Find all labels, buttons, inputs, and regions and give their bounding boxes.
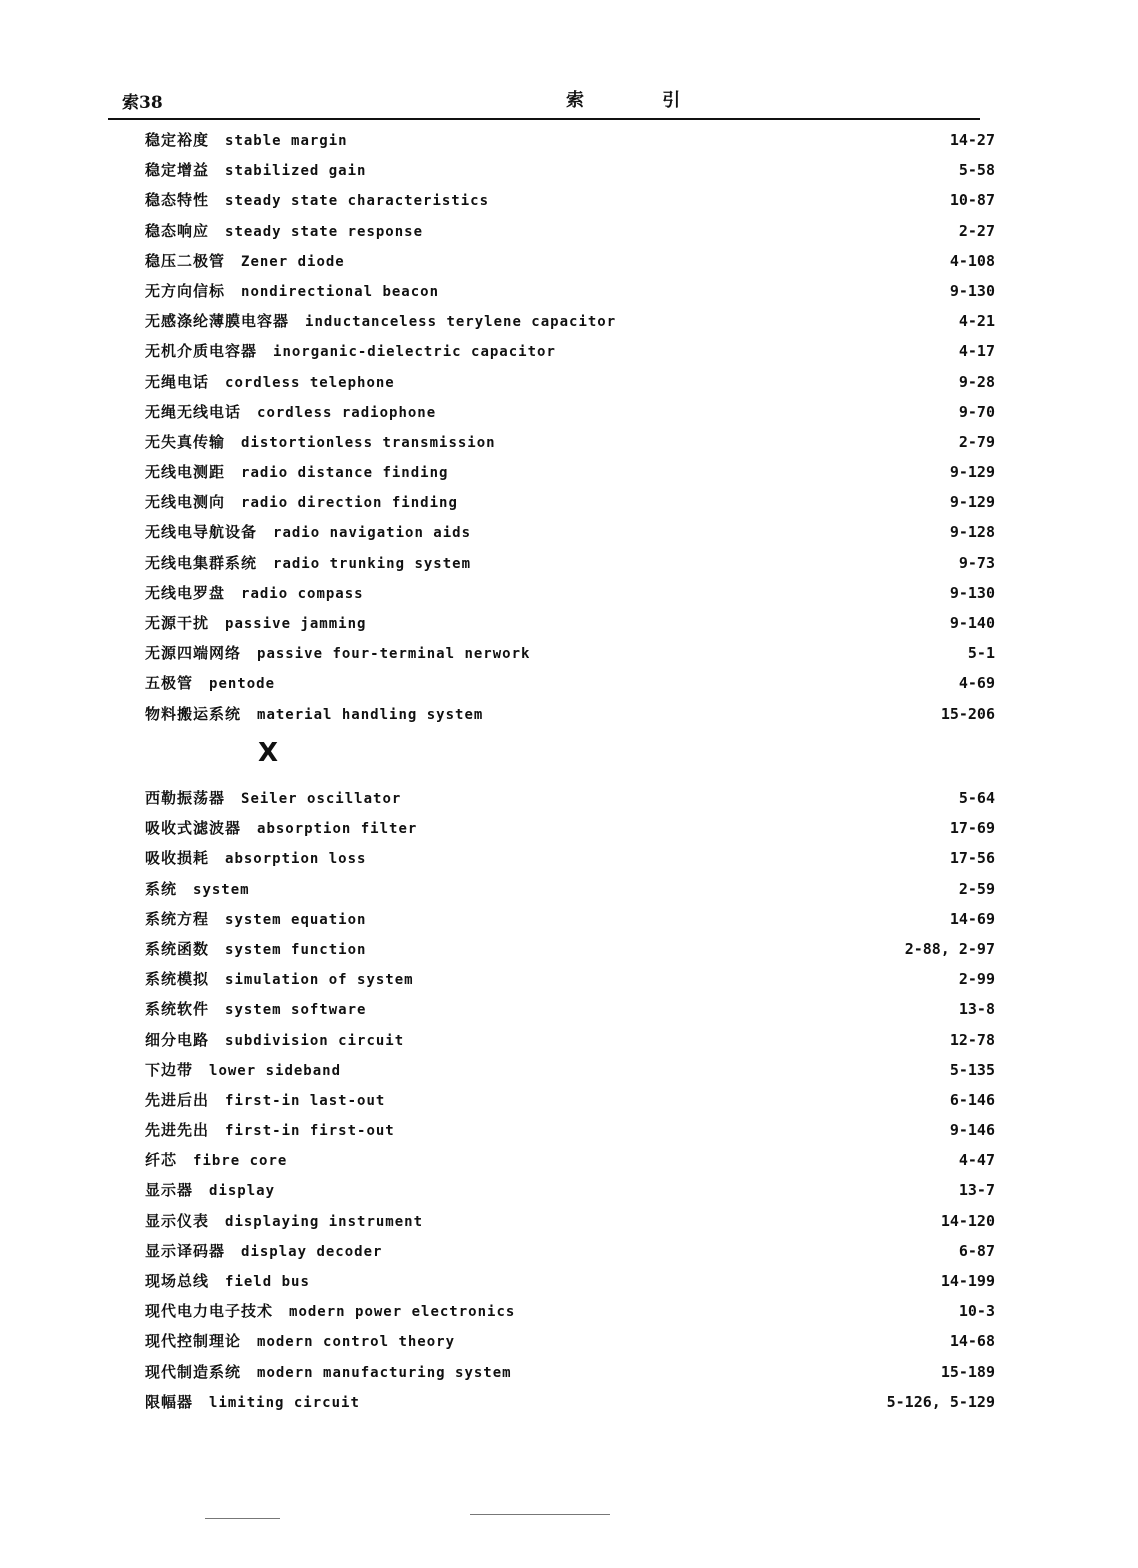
index-entry (145, 813, 995, 843)
term-english: field bus (225, 1274, 310, 1290)
term-chinese: 无方向信标 (145, 281, 226, 300)
term-english: modern control theory (257, 1334, 456, 1351)
term-english: Zener diode (241, 253, 345, 270)
index-entry (145, 874, 995, 904)
page-reference: 9-129 (949, 493, 995, 512)
index-entry (145, 1236, 995, 1266)
term-english: first-in last-out (225, 1092, 386, 1109)
term-chinese: 现代制造系统 (145, 1362, 242, 1381)
term-english: system software (225, 1002, 367, 1019)
term-english: steady state characteristics (225, 193, 490, 210)
term-chinese: 无机介质电容器 (145, 342, 258, 361)
term-chinese: 无线电测距 (145, 463, 226, 482)
term-english: system function (225, 941, 367, 958)
index-entry (145, 843, 995, 873)
index-entry (145, 638, 995, 668)
index-entry (145, 1296, 995, 1326)
index-entry (145, 668, 995, 698)
term-english: system (193, 881, 250, 898)
index-entry (145, 397, 995, 427)
term-english: inductanceless terylene capacitor (305, 314, 617, 331)
index-entry (145, 457, 995, 487)
term-chinese: 系统函数 (145, 939, 210, 958)
term-english: display (209, 1183, 276, 1200)
term-chinese: 无感涤纶薄膜电容器 (145, 312, 290, 331)
page-reference: 9-129 (949, 463, 995, 482)
term-english: radio direction finding (241, 495, 458, 512)
term-chinese: 稳定增益 (145, 161, 210, 180)
term-english: display decoder (241, 1243, 383, 1260)
term-chinese: 细分电路 (145, 1030, 210, 1049)
term-chinese: 物料搬运系统 (145, 704, 242, 723)
term-chinese: 稳态特性 (145, 191, 210, 210)
index-entry (145, 155, 995, 185)
page-reference: 9-130 (949, 583, 995, 602)
term-chinese: 显示仪表 (145, 1211, 210, 1230)
term-english: subdivision circuit (225, 1032, 405, 1049)
index-entry (145, 517, 995, 547)
term-chinese: 无绳电话 (145, 372, 210, 391)
term-english: fibre core (193, 1153, 288, 1170)
index-entry (145, 1115, 995, 1145)
page-reference: 2-99 (958, 970, 995, 989)
page-reference: 2-88, 2-97 (904, 939, 995, 958)
index-entry (145, 934, 995, 964)
term-chinese: 稳压二极管 (145, 251, 226, 270)
page-reference: 14-68 (949, 1332, 995, 1351)
page-reference: 2-27 (958, 221, 995, 240)
term-chinese: 下边带 (145, 1060, 194, 1079)
page-reference: 9-140 (949, 614, 995, 632)
term-english: stabilized gain (225, 163, 367, 180)
page-reference: 9-130 (949, 281, 995, 300)
page-reference: 2-59 (958, 879, 995, 898)
term-chinese: 无线电罗盘 (145, 583, 226, 602)
term-chinese: 现场总线 (145, 1272, 210, 1290)
index-entry (145, 427, 995, 457)
page-reference: 17-56 (949, 849, 995, 868)
term-english: lower sideband (209, 1062, 342, 1079)
page-reference: 9-28 (958, 372, 995, 391)
term-english: simulation of system (225, 972, 414, 989)
page-reference: 17-69 (949, 819, 995, 838)
page-reference: 6-146 (949, 1090, 995, 1109)
page-reference: 12-78 (949, 1030, 995, 1049)
index-entry (145, 578, 995, 608)
term-english: displaying instrument (225, 1213, 424, 1230)
term-english: cordless radiophone (257, 404, 437, 421)
page-reference: 5-135 (949, 1060, 995, 1079)
term-chinese: 无线电测向 (145, 493, 226, 512)
term-english: radio compass (241, 585, 364, 602)
term-english: stable margin (225, 133, 348, 149)
page-reference: 9-73 (958, 553, 995, 572)
page-reference: 9-146 (949, 1121, 995, 1140)
index-entry (145, 783, 995, 813)
term-chinese: 无线电集群系统 (145, 553, 258, 572)
index-entry (145, 904, 995, 934)
term-english: steady state response (225, 223, 424, 240)
page-reference: 5-1 (967, 644, 995, 663)
term-english: radio trunking system (273, 555, 472, 572)
index-entry (145, 246, 995, 276)
page-reference: 14-199 (940, 1272, 995, 1290)
term-chinese: 现代控制理论 (145, 1332, 242, 1351)
index-entry (145, 1175, 995, 1205)
term-chinese: 限幅器 (145, 1392, 194, 1411)
term-english: limiting circuit (209, 1394, 360, 1411)
page-reference: 15-189 (940, 1362, 995, 1381)
page-reference: 9-128 (949, 523, 995, 542)
letter-heading-x: X (258, 738, 279, 768)
page-reference: 5-126, 5-129 (886, 1392, 995, 1411)
page-reference: 5-64 (958, 789, 995, 807)
term-chinese: 无绳无线电话 (145, 402, 242, 421)
page-reference: 14-27 (949, 131, 995, 149)
page-reference: 14-69 (949, 909, 995, 928)
term-english: inorganic-dielectric capacitor (273, 344, 556, 361)
index-entry (145, 1145, 995, 1175)
term-chinese: 五极管 (145, 674, 194, 693)
scan-smudge (205, 1518, 280, 1519)
term-chinese: 吸收式滤波器 (145, 819, 242, 838)
page-reference: 6-87 (958, 1241, 995, 1260)
index-entry (145, 548, 995, 578)
page-reference: 10-87 (949, 191, 995, 210)
page-reference: 13-7 (958, 1181, 995, 1200)
index-entry (145, 1387, 995, 1417)
term-chinese: 先进后出 (145, 1090, 210, 1109)
term-english: passive four-terminal nerwork (257, 646, 531, 663)
index-entry (145, 216, 995, 246)
index-entry (145, 964, 995, 994)
running-title: 索 引 (566, 90, 717, 111)
index-entry (145, 1357, 995, 1387)
page-number: 索38 (122, 93, 163, 113)
page-reference: 4-47 (958, 1151, 995, 1170)
index-entry (145, 306, 995, 336)
page-header (108, 86, 980, 120)
term-chinese: 纤芯 (145, 1151, 178, 1170)
index-entry (145, 367, 995, 397)
term-english: Seiler oscillator (241, 791, 402, 807)
term-english: material handling system (257, 706, 484, 723)
term-chinese: 系统模拟 (145, 970, 210, 989)
term-english: cordless telephone (225, 374, 395, 391)
index-entry (145, 1206, 995, 1236)
term-english: system equation (225, 911, 367, 928)
index-section-x (145, 783, 995, 1417)
page-reference: 14-120 (940, 1211, 995, 1230)
term-english: nondirectional beacon (241, 283, 440, 300)
index-entry (145, 125, 995, 155)
term-english: absorption loss (225, 851, 367, 868)
page-reference: 2-79 (958, 432, 995, 451)
term-english: radio distance finding (241, 465, 449, 482)
index-entry (145, 994, 995, 1024)
index-entry (145, 1025, 995, 1055)
page-reference: 9-70 (958, 402, 995, 421)
page-reference: 13-8 (958, 1000, 995, 1019)
term-english: first-in first-out (225, 1123, 395, 1140)
term-chinese: 无失真传输 (145, 432, 226, 451)
term-chinese: 稳定裕度 (145, 131, 210, 149)
page-reference: 10-3 (958, 1302, 995, 1321)
index-entry (145, 1326, 995, 1356)
term-chinese: 系统 (145, 879, 178, 898)
index-entry (145, 699, 995, 729)
page-reference: 4-21 (958, 312, 995, 331)
page-reference: 4-17 (958, 342, 995, 361)
term-chinese: 无线电导航设备 (145, 523, 258, 542)
term-english: modern power electronics (289, 1304, 516, 1321)
term-chinese: 西勒振荡器 (145, 789, 226, 807)
term-chinese: 无源四端网络 (145, 644, 242, 663)
term-chinese: 无源干扰 (145, 614, 210, 632)
term-english: absorption filter (257, 821, 418, 838)
term-chinese: 现代电力电子技术 (145, 1302, 274, 1321)
index-entry (145, 1055, 995, 1085)
term-chinese: 系统软件 (145, 1000, 210, 1019)
index-section-w (145, 125, 995, 729)
index-entry (145, 1266, 995, 1296)
term-english: radio navigation aids (273, 525, 472, 542)
index-entry (145, 487, 995, 517)
page-reference: 15-206 (940, 704, 995, 723)
term-chinese: 先进先出 (145, 1121, 210, 1140)
index-entry (145, 608, 995, 638)
index-entry (145, 336, 995, 366)
term-english: distortionless transmission (241, 434, 496, 451)
term-english: pentode (209, 676, 276, 693)
term-chinese: 显示译码器 (145, 1241, 226, 1260)
term-english: modern manufacturing system (257, 1364, 512, 1381)
term-chinese: 稳态响应 (145, 221, 210, 240)
term-chinese: 显示器 (145, 1181, 194, 1200)
page-reference: 5-58 (958, 161, 995, 180)
term-chinese: 系统方程 (145, 909, 210, 928)
index-entry (145, 1085, 995, 1115)
scan-smudge (470, 1514, 610, 1515)
index-entry (145, 185, 995, 215)
term-english: passive jamming (225, 616, 367, 632)
page-reference: 4-108 (949, 251, 995, 270)
page-reference: 4-69 (958, 674, 995, 693)
term-chinese: 吸收损耗 (145, 849, 210, 868)
index-entry (145, 276, 995, 306)
